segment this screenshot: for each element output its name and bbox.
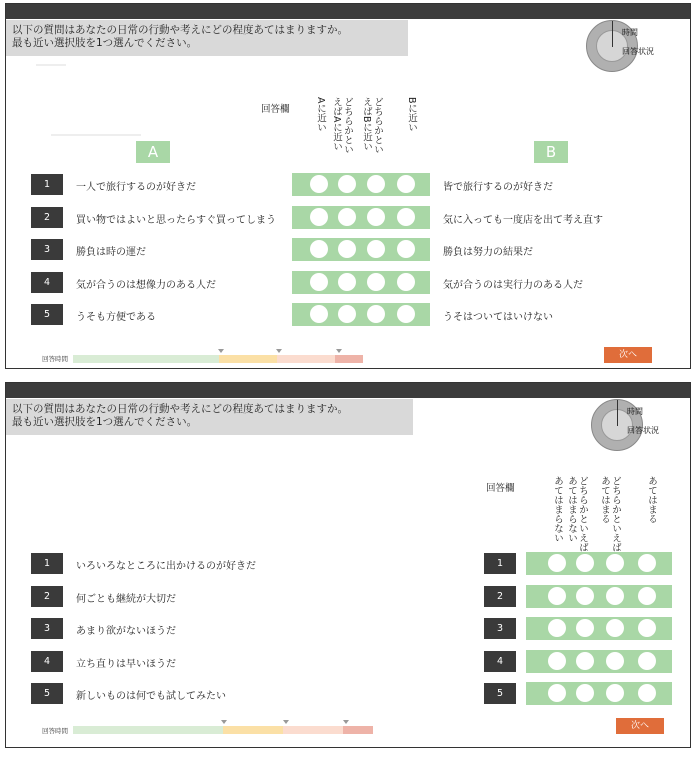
radio-option[interactable] xyxy=(606,652,624,670)
answer-column-label: 回答欄 xyxy=(261,104,290,115)
timer-segment xyxy=(190,355,219,363)
answer-choices xyxy=(526,585,672,608)
question-number: 2 xyxy=(31,586,63,607)
timer-marker xyxy=(221,720,227,724)
option-a-header: A xyxy=(136,141,170,163)
radio-option[interactable] xyxy=(576,587,594,605)
radio-option[interactable] xyxy=(338,273,356,291)
radio-option[interactable] xyxy=(397,175,415,193)
progress-pie-chart xyxy=(586,20,654,72)
column-headers xyxy=(311,97,431,162)
statement-a: うそも方便である xyxy=(76,312,156,323)
instruction-line-1: 以下の質問はあなたの日常の行動や考えにどの程度あてはまりますか。 xyxy=(12,24,348,36)
radio-option[interactable] xyxy=(576,619,594,637)
top-bar xyxy=(6,4,690,19)
timer-segment xyxy=(335,355,363,363)
answer-choices xyxy=(292,238,430,261)
timer-marker xyxy=(283,720,289,724)
faint-divider xyxy=(51,134,141,136)
radio-option[interactable] xyxy=(638,619,656,637)
faint-divider xyxy=(36,64,66,66)
column-header: どちらかといえばAに近い xyxy=(331,97,353,154)
radio-option[interactable] xyxy=(338,305,356,323)
answer-column-label: 回答欄 xyxy=(486,483,515,494)
radio-option[interactable] xyxy=(638,554,656,572)
statement-a: 一人で旅行するのが好きだ xyxy=(76,182,196,193)
option-b-header: B xyxy=(534,141,568,163)
radio-option[interactable] xyxy=(576,652,594,670)
pie-status-label: 回答状況 xyxy=(627,426,659,435)
statement-text: あまり欲がないほうだ xyxy=(76,626,176,637)
column-header: どちらかといえばあてはまる xyxy=(599,476,621,552)
radio-option[interactable] xyxy=(310,273,328,291)
column-header: Bに近い xyxy=(406,97,417,133)
radio-option[interactable] xyxy=(397,240,415,258)
next-button[interactable]: 次へ xyxy=(604,347,652,363)
survey-screen-ab xyxy=(5,3,691,369)
radio-option[interactable] xyxy=(397,208,415,226)
answer-choices xyxy=(526,617,672,640)
radio-option[interactable] xyxy=(310,305,328,323)
column-header: どちらかといえばBに近い xyxy=(361,97,383,154)
question-number: 3 xyxy=(31,618,63,639)
statement-b: 気に入っても一度店を出て考え直す xyxy=(443,215,603,226)
answer-row-number: 3 xyxy=(484,618,516,639)
radio-option[interactable] xyxy=(338,240,356,258)
question-number: 4 xyxy=(31,651,63,672)
timer-segment xyxy=(103,726,133,734)
timer-marker xyxy=(276,349,282,353)
statement-b: うそはついてはいけない xyxy=(443,312,553,323)
radio-option[interactable] xyxy=(606,587,624,605)
timer-segment xyxy=(163,726,193,734)
radio-option[interactable] xyxy=(338,208,356,226)
answer-row-number: 5 xyxy=(484,683,516,704)
timer-segment xyxy=(223,726,253,734)
next-button[interactable]: 次へ xyxy=(616,718,664,734)
timer-segment xyxy=(73,726,103,734)
timer-marker xyxy=(218,349,224,353)
radio-option[interactable] xyxy=(338,175,356,193)
instruction-line-2: 最も近い選択肢を1つ選んでください。 xyxy=(12,37,198,49)
radio-option[interactable] xyxy=(606,554,624,572)
timer-segment xyxy=(248,355,277,363)
top-bar xyxy=(6,383,690,398)
timer-marker xyxy=(336,349,342,353)
statement-a: 買い物ではよいと思ったらすぐ買ってしまう xyxy=(76,215,276,226)
statement-b: 気が合うのは実行力のある人だ xyxy=(443,280,583,291)
statement-text: 何ごとも継続が大切だ xyxy=(76,594,176,605)
progress-pie-needle xyxy=(617,400,618,426)
instruction-box xyxy=(6,20,408,56)
question-number: 5 xyxy=(31,683,63,704)
timer-segment xyxy=(306,355,335,363)
instruction-line-2: 最も近い選択肢を1つ選んでください。 xyxy=(12,416,198,428)
answer-time-label: 回答時間 xyxy=(42,727,68,735)
radio-option[interactable] xyxy=(548,684,566,702)
statement-a: 勝負は時の運だ xyxy=(76,247,146,258)
statement-b: 勝負は努力の結果だ xyxy=(443,247,533,258)
answer-row-number: 1 xyxy=(484,553,516,574)
radio-option[interactable] xyxy=(606,684,624,702)
radio-option[interactable] xyxy=(606,619,624,637)
radio-option[interactable] xyxy=(548,619,566,637)
answer-choices xyxy=(292,173,430,196)
pie-status-label: 回答状況 xyxy=(622,47,654,56)
timer-segment xyxy=(313,726,343,734)
radio-option[interactable] xyxy=(548,554,566,572)
answer-choices xyxy=(292,271,430,294)
timer-segment xyxy=(277,355,306,363)
radio-option[interactable] xyxy=(548,587,566,605)
timer-marker xyxy=(343,720,349,724)
answer-row-number: 2 xyxy=(484,586,516,607)
radio-option[interactable] xyxy=(367,273,385,291)
question-number: 3 xyxy=(31,239,63,260)
radio-option[interactable] xyxy=(310,240,328,258)
radio-option[interactable] xyxy=(638,652,656,670)
progress-pie-chart xyxy=(591,399,659,451)
answer-row-number: 4 xyxy=(484,651,516,672)
timer-segment xyxy=(132,355,161,363)
question-number: 1 xyxy=(31,553,63,574)
survey-screen-likert xyxy=(5,382,691,748)
answer-choices xyxy=(292,206,430,229)
progress-pie-needle xyxy=(612,21,613,47)
timer-segment xyxy=(283,726,313,734)
timer-segment xyxy=(103,355,132,363)
pie-time-label: 時間 xyxy=(627,407,643,416)
timer-segment xyxy=(73,355,103,363)
radio-option[interactable] xyxy=(638,684,656,702)
question-number: 2 xyxy=(31,207,63,228)
question-number: 5 xyxy=(31,304,63,325)
statement-a: 気が合うのは想像力のある人だ xyxy=(76,280,216,291)
timer-segment xyxy=(133,726,163,734)
timer-segment xyxy=(253,726,283,734)
timer-segment xyxy=(343,726,373,734)
timer-segment xyxy=(161,355,190,363)
radio-option[interactable] xyxy=(548,652,566,670)
statement-text: 立ち直りは早いほうだ xyxy=(76,659,176,670)
pie-time-label: 時間 xyxy=(622,28,638,37)
column-header: どちらかといえばあてはまらない xyxy=(566,476,588,552)
answer-choices xyxy=(526,682,672,705)
radio-option[interactable] xyxy=(397,273,415,291)
timer-segment xyxy=(193,726,223,734)
instruction-box xyxy=(6,399,413,435)
radio-option[interactable] xyxy=(367,208,385,226)
question-number: 4 xyxy=(31,272,63,293)
instruction-line-1: 以下の質問はあなたの日常の行動や考えにどの程度あてはまりますか。 xyxy=(12,403,348,415)
radio-option[interactable] xyxy=(367,305,385,323)
statement-text: 新しいものは何でも試してみたい xyxy=(76,691,226,702)
question-number: 1 xyxy=(31,174,63,195)
radio-option[interactable] xyxy=(367,240,385,258)
radio-option[interactable] xyxy=(576,554,594,572)
column-header: あてはまらない xyxy=(552,476,563,543)
column-header: Aに近い xyxy=(315,97,326,132)
radio-option[interactable] xyxy=(576,684,594,702)
answer-choices xyxy=(526,552,672,575)
answer-choices xyxy=(292,303,430,326)
column-headers xyxy=(549,476,664,556)
radio-option[interactable] xyxy=(310,175,328,193)
radio-option[interactable] xyxy=(367,175,385,193)
answer-time-label: 回答時間 xyxy=(42,355,68,363)
statement-text: いろいろなところに出かけるのが好きだ xyxy=(76,561,256,572)
timer-segment xyxy=(219,355,248,363)
column-header: あてはまる xyxy=(646,476,657,524)
radio-option[interactable] xyxy=(397,305,415,323)
radio-option[interactable] xyxy=(310,208,328,226)
radio-option[interactable] xyxy=(638,587,656,605)
statement-b: 皆で旅行するのが好きだ xyxy=(443,182,553,193)
answer-choices xyxy=(526,650,672,673)
